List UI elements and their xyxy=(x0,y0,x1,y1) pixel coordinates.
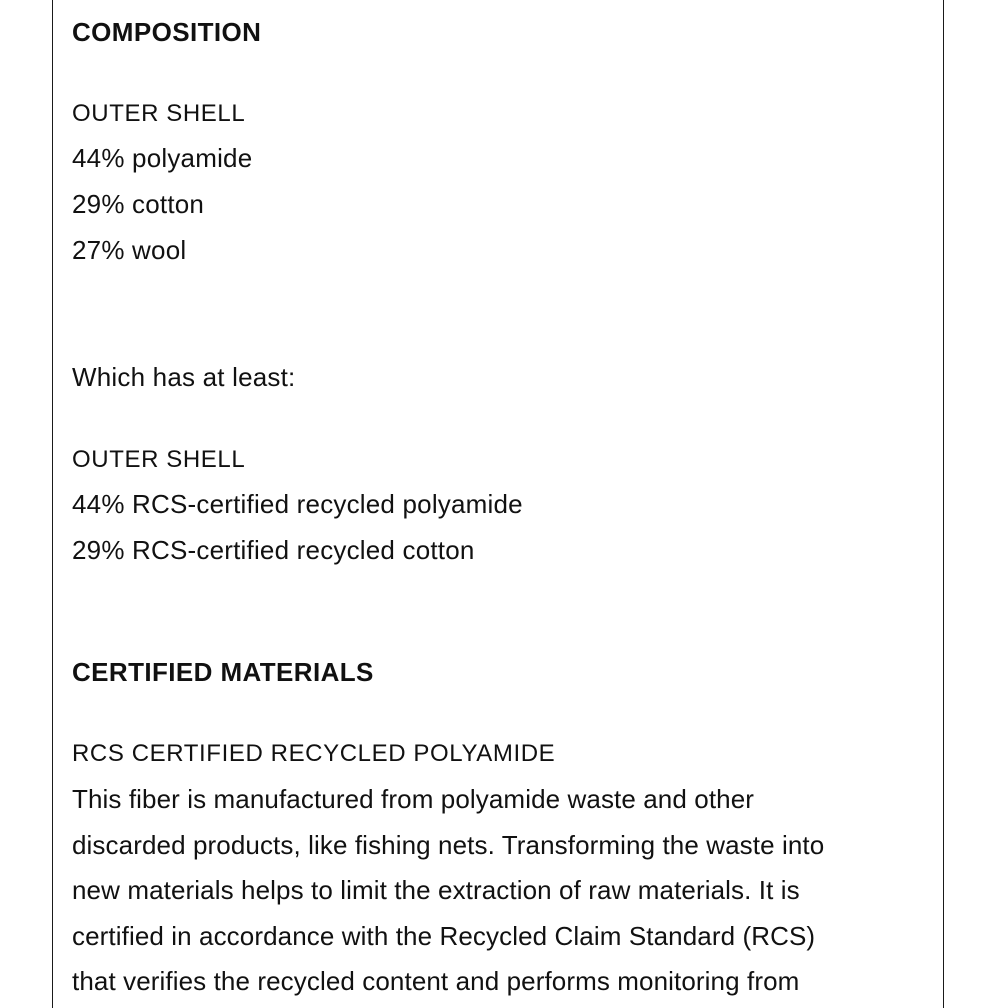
recycled-outer-shell-label: OUTER SHELL xyxy=(72,446,246,473)
composition-item: 27% wool xyxy=(72,235,187,265)
certified-materials-heading: CERTIFIED MATERIALS xyxy=(72,657,374,687)
at-least-intro: Which has at least: xyxy=(72,362,296,392)
composition-heading: COMPOSITION xyxy=(72,17,262,47)
material-name: RCS CERTIFIED RECYCLED POLYAMIDE xyxy=(72,740,556,767)
material-description-line: certified in accordance with the Recycled Claim Standard (RCS) xyxy=(72,921,816,951)
composition-item: 44% polyamide xyxy=(72,143,253,173)
composition-item: 29% cotton xyxy=(72,189,205,219)
material-description-line: that verifies the recycled content and performs monitoring from xyxy=(72,966,800,996)
material-description-line: This fiber is manufactured from polyamide waste and other xyxy=(72,784,755,814)
material-description-line: new materials helps to limit the extraction of raw materials. It is xyxy=(72,875,800,905)
recycled-item: 29% RCS-certified recycled cotton xyxy=(72,535,475,565)
outer-shell-label: OUTER SHELL xyxy=(72,100,246,127)
material-description-line: discarded products, like fishing nets. Transforming the waste into xyxy=(72,830,825,860)
recycled-item: 44% RCS-certified recycled polyamide xyxy=(72,489,523,519)
